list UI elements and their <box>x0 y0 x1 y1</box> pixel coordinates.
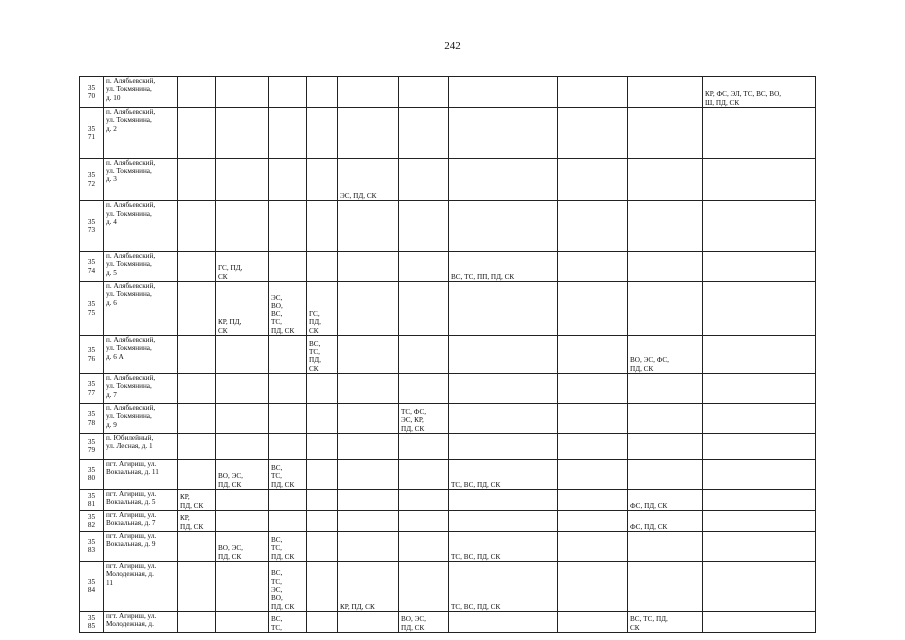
work-cell <box>216 611 269 632</box>
work-cell <box>307 459 338 489</box>
row-number: 35 84 <box>80 561 104 611</box>
address-cell: п. Юбилейный, ул. Лесная, д. 1 <box>104 434 178 460</box>
work-cell <box>558 108 628 159</box>
work-cell <box>703 108 816 159</box>
work-cell <box>399 77 449 108</box>
work-cell <box>449 108 558 159</box>
work-cell <box>269 77 307 108</box>
work-cell: КР, ФС, ЭЛ, ТС, ВС, ВО, Ш, ПД, СК <box>703 77 816 108</box>
work-cell <box>178 374 216 404</box>
work-cell <box>628 434 703 460</box>
work-cell: ВО, ЭС, ПД, СК <box>399 611 449 632</box>
work-cell <box>628 108 703 159</box>
work-cell <box>338 611 399 632</box>
work-cell <box>216 77 269 108</box>
work-cell <box>399 489 449 510</box>
work-cell: ЭС, ПД, СК <box>338 158 399 200</box>
row-number: 35 82 <box>80 510 104 531</box>
work-cell <box>449 611 558 632</box>
work-cell <box>307 510 338 531</box>
work-cell <box>338 434 399 460</box>
work-cell: ВО, ЭС, ПД, СК <box>216 459 269 489</box>
work-cell <box>703 282 816 336</box>
work-cell <box>399 561 449 611</box>
work-cell <box>338 531 399 561</box>
table-row <box>80 201 816 252</box>
work-cell <box>703 158 816 200</box>
work-cell <box>338 374 399 404</box>
work-cell <box>307 611 338 632</box>
work-cell <box>558 374 628 404</box>
work-cell: КР, ПД, СК <box>178 510 216 531</box>
row-number: 35 85 <box>80 611 104 632</box>
address-cell: п. Алябьевский, ул. Токмянина, д. 7 <box>104 374 178 404</box>
work-cell <box>399 108 449 159</box>
address-cell: п. Алябьевский, ул. Токмянина, д. 6 <box>104 282 178 336</box>
work-cell <box>449 404 558 434</box>
work-cell <box>628 374 703 404</box>
work-cell <box>178 459 216 489</box>
work-cell <box>449 282 558 336</box>
work-cell <box>269 489 307 510</box>
work-cell <box>307 434 338 460</box>
work-cell <box>307 77 338 108</box>
work-cell <box>269 510 307 531</box>
work-cell <box>178 77 216 108</box>
address-cell: пгт. Агириш, ул. Вокзальная, д. 7 <box>104 510 178 531</box>
work-cell <box>399 510 449 531</box>
work-cell <box>399 434 449 460</box>
address-cell: пгт. Агириш, ул. Вокзальная, д. 11 <box>104 459 178 489</box>
work-cell <box>703 561 816 611</box>
work-cell <box>338 459 399 489</box>
work-cell <box>558 459 628 489</box>
work-cell <box>338 489 399 510</box>
table-row <box>80 374 816 404</box>
work-cell <box>178 282 216 336</box>
work-cell <box>338 510 399 531</box>
work-cell <box>558 252 628 282</box>
work-cell: ГС, ПД, СК <box>307 282 338 336</box>
work-cell <box>399 374 449 404</box>
work-cell <box>338 404 399 434</box>
table-row <box>80 404 816 434</box>
work-cell <box>216 434 269 460</box>
work-cell <box>558 336 628 374</box>
work-cell <box>216 336 269 374</box>
work-cell <box>216 489 269 510</box>
work-cell <box>628 459 703 489</box>
table-row <box>80 158 816 200</box>
work-cell <box>216 374 269 404</box>
work-cell <box>449 489 558 510</box>
work-cell: ГС, ПД, СК <box>216 252 269 282</box>
work-cell <box>703 404 816 434</box>
work-cell <box>558 158 628 200</box>
work-cell <box>449 201 558 252</box>
address-cell: п. Алябьевский, ул. Токмянина, д. 5 <box>104 252 178 282</box>
work-cell <box>703 374 816 404</box>
work-cell <box>307 158 338 200</box>
work-cell <box>399 158 449 200</box>
work-cell <box>307 108 338 159</box>
work-cell <box>216 404 269 434</box>
table-row <box>80 336 816 374</box>
work-cell <box>178 201 216 252</box>
work-cell <box>178 404 216 434</box>
work-cell <box>307 201 338 252</box>
work-cell: ВС, ТС, ПД, СК <box>269 459 307 489</box>
table-row <box>80 434 816 460</box>
row-number: 35 76 <box>80 336 104 374</box>
work-cell <box>178 252 216 282</box>
work-cell <box>338 201 399 252</box>
work-cell <box>628 404 703 434</box>
work-cell <box>338 336 399 374</box>
work-cell <box>399 201 449 252</box>
work-cell <box>307 404 338 434</box>
row-number: 35 83 <box>80 531 104 561</box>
work-cell <box>178 336 216 374</box>
row-number: 35 74 <box>80 252 104 282</box>
work-cell <box>558 510 628 531</box>
work-cell <box>628 77 703 108</box>
work-cell <box>449 77 558 108</box>
row-number: 35 70 <box>80 77 104 108</box>
work-cell: ВС, ТС, <box>269 611 307 632</box>
table-row <box>80 489 816 510</box>
work-cell <box>628 252 703 282</box>
work-cell <box>703 459 816 489</box>
work-cell <box>558 531 628 561</box>
work-cell <box>399 252 449 282</box>
work-cell <box>269 336 307 374</box>
work-cell: ВС, ТС, ПД, СК <box>307 336 338 374</box>
work-cell <box>178 158 216 200</box>
row-number: 35 80 <box>80 459 104 489</box>
work-cell <box>449 374 558 404</box>
work-cell <box>216 561 269 611</box>
work-cell <box>449 510 558 531</box>
work-cell: ВО, ЭС, ПД, СК <box>216 531 269 561</box>
work-cell <box>269 158 307 200</box>
address-cell: пгт. Агириш, ул. Вокзальная, д. 5 <box>104 489 178 510</box>
work-cell <box>703 510 816 531</box>
work-cell: ТС, ВС, ПД, СК <box>449 459 558 489</box>
work-cell <box>338 108 399 159</box>
address-cell: п. Алябьевский, ул. Токмянина, д. 3 <box>104 158 178 200</box>
work-cell <box>216 108 269 159</box>
address-cell: пгт. Агириш, ул. Молодежная, д. <box>104 611 178 632</box>
work-cell <box>628 561 703 611</box>
work-cell <box>703 201 816 252</box>
table-row <box>80 252 816 282</box>
work-cell <box>703 252 816 282</box>
table-row <box>80 459 816 489</box>
work-cell <box>269 201 307 252</box>
address-cell: п. Алябьевский, ул. Токмянина, д. 9 <box>104 404 178 434</box>
work-cell <box>703 489 816 510</box>
table-row <box>80 510 816 531</box>
work-cell <box>558 611 628 632</box>
work-cell <box>558 201 628 252</box>
work-cell <box>558 282 628 336</box>
repair-schedule-table <box>79 76 816 633</box>
work-cell <box>449 336 558 374</box>
work-cell <box>269 252 307 282</box>
row-number: 35 79 <box>80 434 104 460</box>
address-cell: пгт. Агириш, ул. Вокзальная, д. 9 <box>104 531 178 561</box>
work-cell <box>178 611 216 632</box>
work-cell <box>558 489 628 510</box>
table-row <box>80 611 816 632</box>
work-cell <box>449 434 558 460</box>
work-cell <box>269 434 307 460</box>
work-cell: ВС, ТС, ПД, СК <box>628 611 703 632</box>
work-cell <box>558 404 628 434</box>
work-cell <box>216 510 269 531</box>
work-cell <box>307 252 338 282</box>
work-cell <box>178 531 216 561</box>
work-cell <box>307 531 338 561</box>
row-number: 35 72 <box>80 158 104 200</box>
work-cell <box>628 531 703 561</box>
work-cell: ФС, ПД, СК <box>628 489 703 510</box>
address-cell: п. Алябьевский, ул. Токмянина, д. 6 А <box>104 336 178 374</box>
address-cell: п. Алябьевский, ул. Токмянина, д. 10 <box>104 77 178 108</box>
address-cell: пгт. Агириш, ул. Молодежная, д. 11 <box>104 561 178 611</box>
work-cell <box>178 434 216 460</box>
table-row <box>80 561 816 611</box>
work-cell <box>399 531 449 561</box>
work-cell <box>338 282 399 336</box>
work-cell <box>449 158 558 200</box>
work-cell: ТС, ВС, ПД, СК <box>449 531 558 561</box>
work-cell <box>399 336 449 374</box>
address-cell: п. Алябьевский, ул. Токмянина, д. 2 <box>104 108 178 159</box>
work-cell <box>558 434 628 460</box>
row-number: 35 75 <box>80 282 104 336</box>
work-cell: ЭС, ВО, ВС, ТС, ПД, СК <box>269 282 307 336</box>
work-cell <box>307 489 338 510</box>
table-row <box>80 108 816 159</box>
work-cell: ВС, ТС, ПД, СК <box>269 531 307 561</box>
work-cell <box>269 374 307 404</box>
work-cell: КР, ПД, СК <box>178 489 216 510</box>
row-number: 35 71 <box>80 108 104 159</box>
page-number: 242 <box>444 40 461 52</box>
row-number: 35 78 <box>80 404 104 434</box>
work-cell <box>178 561 216 611</box>
work-cell <box>703 336 816 374</box>
work-cell <box>558 561 628 611</box>
work-cell <box>399 282 449 336</box>
work-cell <box>628 282 703 336</box>
work-cell: ТС, ВС, ПД, СК <box>449 561 558 611</box>
work-cell <box>307 561 338 611</box>
work-cell <box>628 158 703 200</box>
work-cell <box>338 77 399 108</box>
work-cell: ВО, ЭС, ФС, ПД, СК <box>628 336 703 374</box>
row-number: 35 81 <box>80 489 104 510</box>
work-cell <box>338 252 399 282</box>
table-row <box>80 77 816 108</box>
work-cell <box>703 611 816 632</box>
work-cell: ФС, ПД, СК <box>628 510 703 531</box>
row-number: 35 73 <box>80 201 104 252</box>
work-cell <box>307 374 338 404</box>
work-cell <box>269 108 307 159</box>
address-cell: п. Алябьевский, ул. Токмянина, д. 4 <box>104 201 178 252</box>
work-cell <box>216 158 269 200</box>
work-cell: ВС, ТС, ЭС, ВО, ПД, СК <box>269 561 307 611</box>
work-cell <box>216 201 269 252</box>
work-cell <box>178 108 216 159</box>
table-row <box>80 282 816 336</box>
work-cell: КР, ПД, СК <box>338 561 399 611</box>
row-number: 35 77 <box>80 374 104 404</box>
work-cell <box>269 404 307 434</box>
work-cell: КР, ПД, СК <box>216 282 269 336</box>
work-cell <box>703 434 816 460</box>
work-cell: ВС, ТС, ПП, ПД, СК <box>449 252 558 282</box>
work-cell <box>703 531 816 561</box>
table-row <box>80 531 816 561</box>
work-cell <box>558 77 628 108</box>
work-cell <box>399 459 449 489</box>
work-cell: ТС, ФС, ЭС, КР, ПД, СК <box>399 404 449 434</box>
work-cell <box>628 201 703 252</box>
table-body <box>80 77 816 633</box>
